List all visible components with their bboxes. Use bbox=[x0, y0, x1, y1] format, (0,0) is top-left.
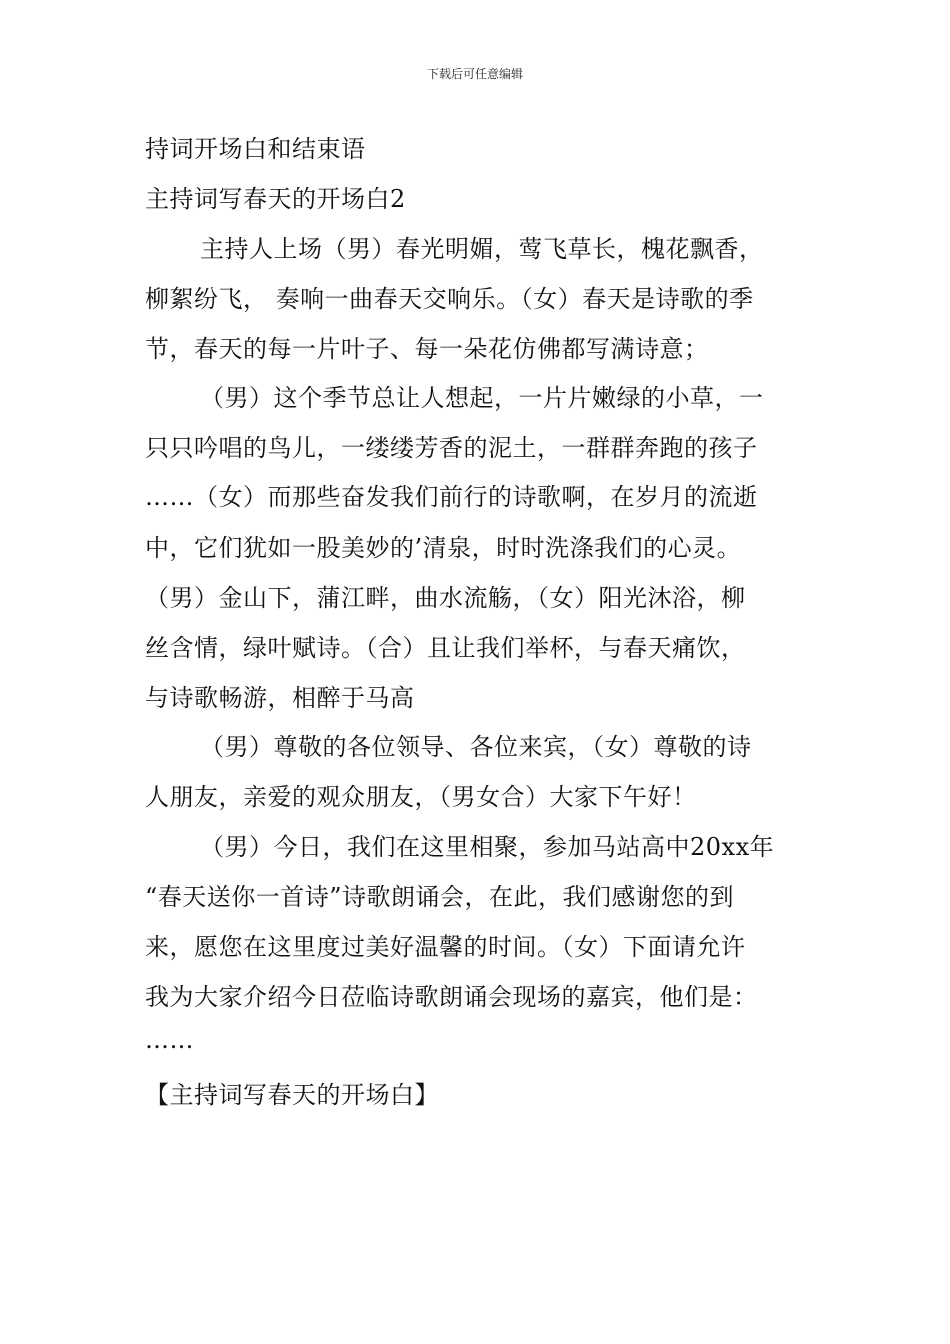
paragraph-line: 丝含情，绿叶赋诗。（合）且让我们举杯，与春天痛饮， bbox=[145, 634, 746, 662]
paragraph-line: 只只吟唱的鸟儿，一缕缕芳香的泥土，一群群奔跑的孩子 bbox=[145, 434, 758, 462]
ellipsis-line: …… bbox=[145, 1026, 194, 1054]
paragraph-line: （男）这个季节总让人想起，一片片嫩绿的小草，一 bbox=[200, 384, 764, 412]
paragraph-line: 我为大家介绍今日莅临诗歌朗诵会现场的嘉宾，他们是： bbox=[145, 983, 758, 1011]
paragraph-line: 节，春天的每一片叶子、每一朵花仿佛都写满诗意； bbox=[145, 335, 709, 363]
paragraph-line: 与诗歌畅游，相醉于马高 bbox=[145, 684, 415, 712]
paragraph-line: 来，愿您在这里度过美好温馨的时间。（女）下面请允许 bbox=[145, 933, 746, 961]
document-subtitle: 主持词写春天的开场白2 bbox=[145, 185, 406, 213]
paragraph-line: 柳絮纷飞， 奏响一曲春天交响乐。（女）春天是诗歌的季 bbox=[145, 285, 754, 313]
paragraph-line: 中，它们犹如一股美妙的’清泉，时时洗涤我们的心灵。 bbox=[145, 534, 742, 562]
section-heading: 【主持词写春天的开场白】 bbox=[145, 1081, 439, 1109]
paragraph-line: （男）尊敬的各位领导、各位来宾，（女）尊敬的诗 bbox=[200, 733, 752, 761]
paragraph-line: 主持人上场（男）春光明媚，莺飞草长，槐花飘香， bbox=[200, 235, 764, 263]
page-header-note: 下载后可任意编辑 bbox=[426, 67, 523, 81]
paragraph-line: （男）金山下，蒲江畔，曲水流觞，（女）阳光沐浴，柳 bbox=[145, 584, 746, 612]
paragraph-line: ……（女）而那些奋发我们前行的诗歌啊，在岁月的流逝 bbox=[145, 483, 758, 511]
paragraph-line: 人朋友，亲爱的观众朋友，（男女合）大家下午好！ bbox=[145, 783, 697, 811]
paragraph-line: “春天送你一首诗”诗歌朗诵会，在此，我们感谢您的到 bbox=[145, 883, 735, 911]
document-title: 持词开场白和结束语 bbox=[145, 135, 366, 163]
paragraph-line: （男）今日，我们在这里相聚，参加马站高中20xx年 bbox=[200, 833, 775, 861]
